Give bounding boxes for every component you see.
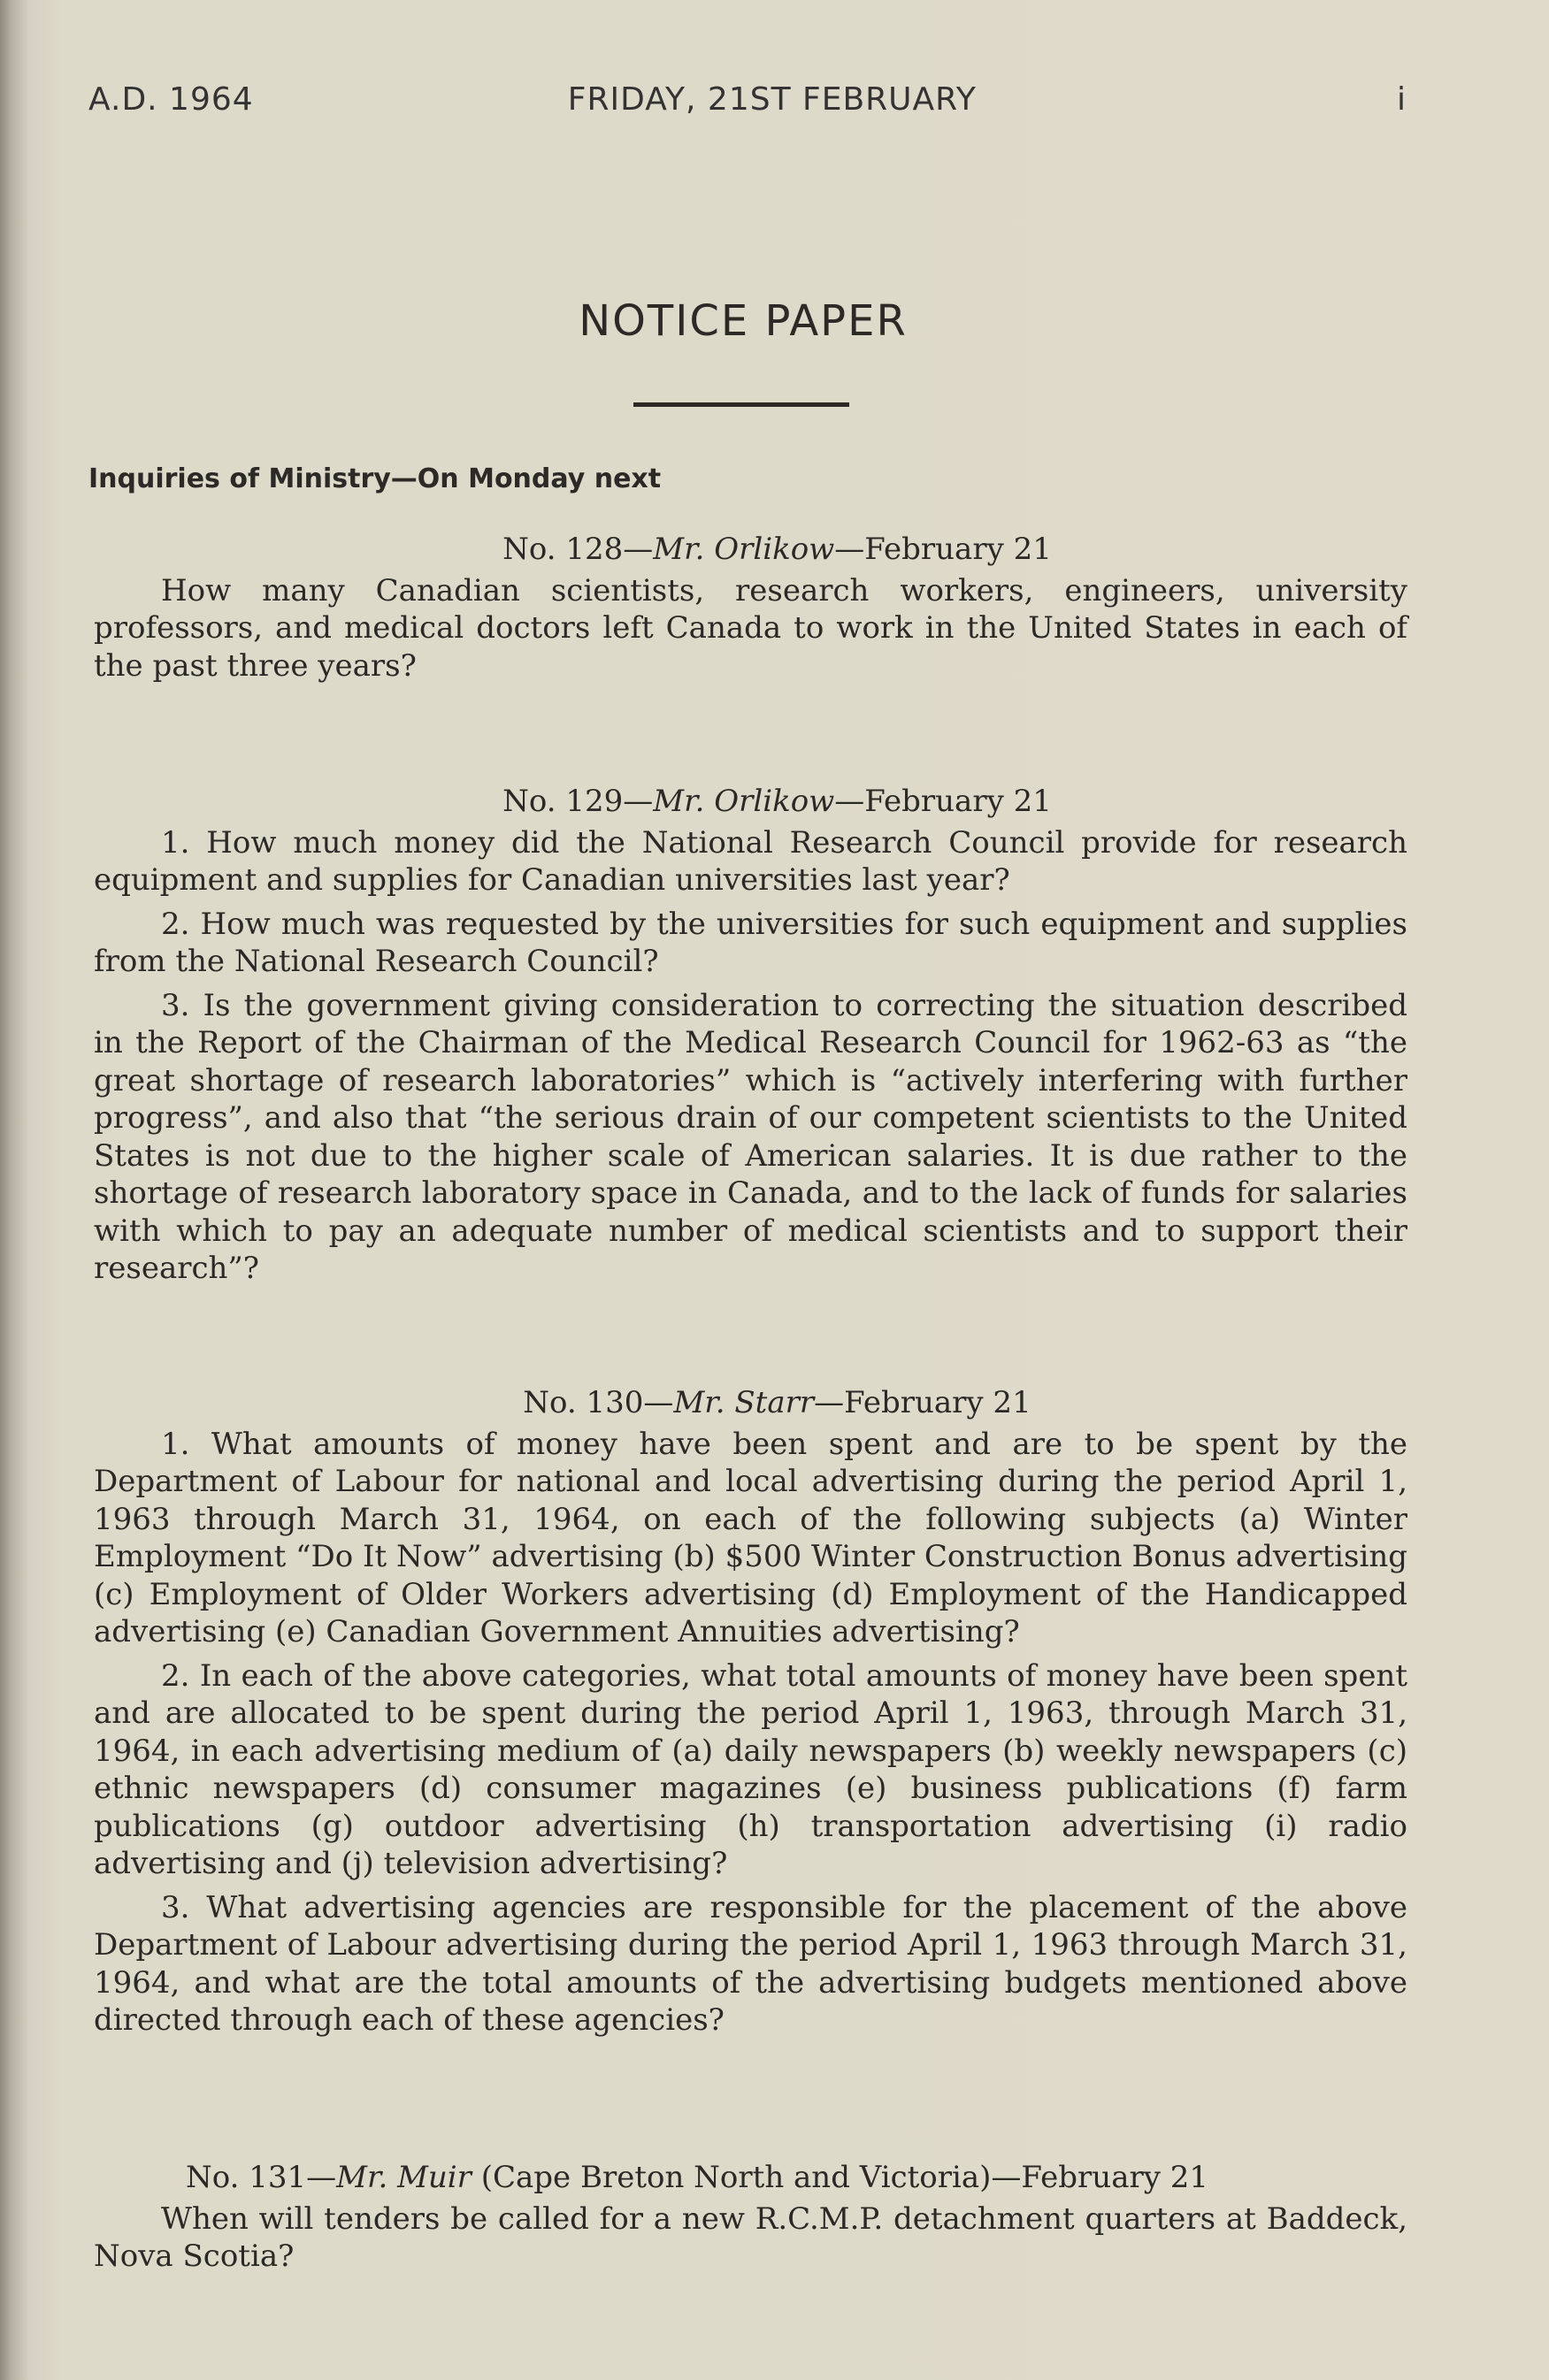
question-paragraph: 2. How much was requested by the universities for such equipment and supplies from the National Research Council? bbox=[94, 906, 1407, 979]
question-paragraph: 3. Is the government giving consideration to correcting the situation described in the Report of the Chairman of the Medical Research Council for 1962-63 as “the great shortage of research laboratories” which is “actively interfering with further progress”, and also that “the serious drain of our competent scientists to the United States is not due to the higher scale of American salaries. It is due rather to the shortage of research laboratory space in Canada, and to the lack of funds for salaries with which to pay an adequate number of medical scientists and to support their research”? bbox=[94, 987, 1407, 1286]
question-heading bbox=[94, 1384, 1407, 1422]
question-heading bbox=[94, 2159, 1407, 2197]
question-heading bbox=[94, 531, 1407, 569]
question-member: Mr. Orlikow bbox=[653, 532, 835, 567]
header-page-number: i bbox=[1396, 81, 1407, 118]
question-paragraph: 3. What advertising agencies are responsible for the placement of the above Department of Labour advertising during the period April 1, 1963 through March 31, 1964, and what are the total amounts of the advertising budgets mentioned above directed through each of these agencies? bbox=[94, 1889, 1407, 2038]
section-heading: Inquiries of Ministry—On Monday next bbox=[88, 463, 662, 494]
page-title: NOTICE PAPER bbox=[579, 296, 908, 346]
question-member: Mr. Starr bbox=[673, 1385, 815, 1420]
question-member: Mr. Orlikow bbox=[653, 784, 835, 819]
question-date: (Cape Breton North and Victoria)—February 21 bbox=[471, 2160, 1209, 2195]
header-date: FRIDAY, 21ST FEBRUARY bbox=[567, 81, 977, 118]
question-member: Mr. Muir bbox=[336, 2160, 472, 2195]
question-paragraph: When will tenders be called for a new R.C.M.P. detachment quarters at Baddeck, Nova Scotia? bbox=[94, 2200, 1407, 2274]
question-number: No. 129— bbox=[502, 784, 654, 819]
question-paragraph: 2. In each of the above categories, what total amounts of money have been spent and are allocated to be spent during the period April 1, 1963, through March 31, 1964, in each advertising medium of (a) daily newspapers (b) weekly newspapers (c) ethnic newspapers (d) consumer magazines (e) business publications (f) farm publications (g) outdoor advertising (h) transportation advertising (i) radio advertising and (j) television advertising? bbox=[94, 1657, 1407, 1881]
question-129 bbox=[94, 783, 1407, 1294]
question-number: No. 130— bbox=[523, 1385, 674, 1420]
question-paragraph: 1. What amounts of money have been spent and are to be spent by the Department of Labour for national and local advertising during the period April 1, 1963 through March 31, 1964, on each of the following subjects (a) Winter Employment “Do It Now” advertising (b) $500 Winter Construction Bonus advertising (c) Employment of Older Workers advertising (d) Employment of the Handicapped advertising (e) Canadian Government Annuities advertising? bbox=[94, 1426, 1407, 1649]
question-body bbox=[94, 572, 1407, 685]
question-body bbox=[94, 824, 1407, 1288]
running-header bbox=[88, 81, 1407, 118]
title-rule bbox=[633, 402, 849, 407]
question-number: No. 131— bbox=[186, 2160, 337, 2195]
question-body bbox=[94, 1426, 1407, 2039]
question-128 bbox=[94, 531, 1407, 691]
question-paragraph: How many Canadian scientists, research workers, engineers, university professors, and medical doctors left Canada to work in the United States in each of the past three years? bbox=[94, 572, 1407, 684]
question-date: —February 21 bbox=[834, 532, 1052, 567]
question-130 bbox=[94, 1384, 1407, 2046]
question-body bbox=[94, 2200, 1407, 2276]
header-year: A.D. 1964 bbox=[88, 81, 254, 118]
question-heading bbox=[94, 783, 1407, 821]
question-131 bbox=[94, 2159, 1407, 2282]
question-number: No. 128— bbox=[502, 532, 654, 567]
question-date: —February 21 bbox=[814, 1385, 1031, 1420]
question-paragraph: 1. How much money did the National Research Council provide for research equipment and supplies for Canadian universities last year? bbox=[94, 824, 1407, 898]
question-date: —February 21 bbox=[834, 784, 1052, 819]
